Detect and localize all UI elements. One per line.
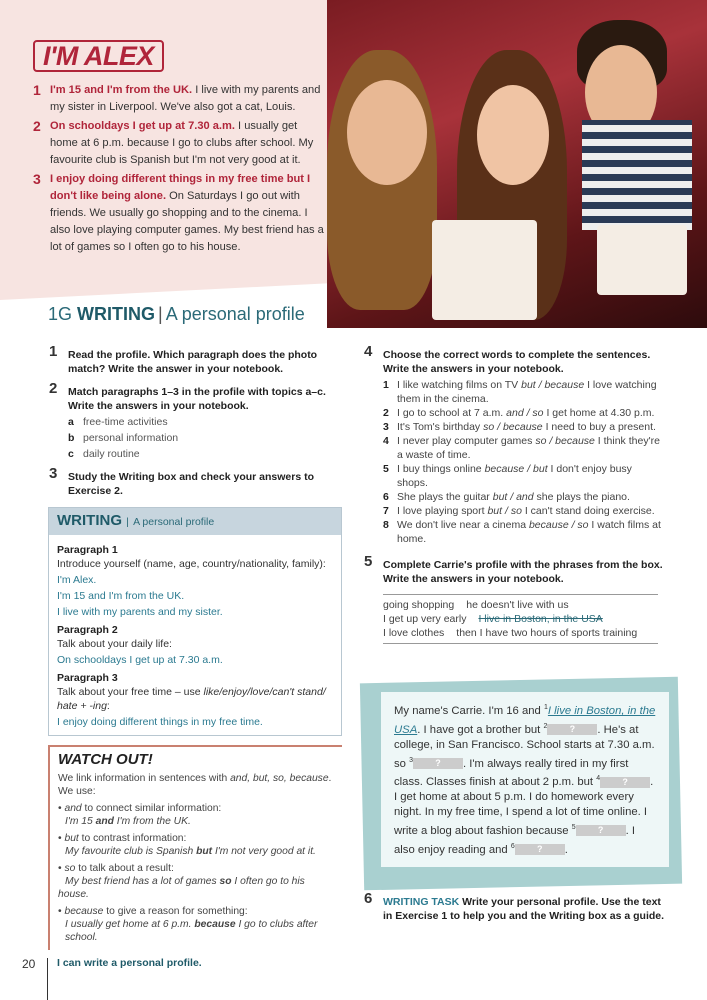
watch-out-box — [48, 745, 342, 950]
gap-number: 5 — [571, 824, 576, 832]
exercise-3 — [49, 465, 342, 498]
example-text: I'm not very good at it. — [212, 846, 316, 857]
bullet-example — [58, 876, 305, 900]
instruction-text: Write your personal profile. Use the text in Exercise 1 to help you and the Writing box as a guide. — [383, 896, 665, 922]
exercise-number: 1 — [49, 343, 58, 360]
sentence-text: I love playing sport — [397, 505, 488, 517]
exercise-number: 4 — [364, 343, 373, 360]
profile-title — [33, 40, 164, 72]
exercise-instruction: Read the profile. Which paragraph does the photo match? Write the answer in your notebook. — [68, 349, 318, 375]
sentence-text: I don't enjoy busy shops. — [397, 463, 632, 489]
desc-text: : — [106, 700, 110, 712]
answer-gap[interactable]: ? — [413, 758, 463, 769]
example-text: I'm 15 — [65, 816, 96, 827]
unit-title — [48, 304, 305, 325]
carrie-profile — [381, 692, 669, 867]
example-text: I'm from the UK. — [113, 816, 191, 827]
phrase-used: I live in Boston, in the USA — [478, 613, 603, 625]
bullet-text: to talk about a result: — [75, 863, 174, 874]
watch-out-bullet: • because to give a reason for something: I usually get home at 6 p.m. because I go to clubs after school. — [58, 905, 334, 944]
learning-goal: I can write a personal profile. — [57, 957, 202, 969]
profile-paragraph-3 — [33, 171, 325, 256]
item-text: personal information — [83, 432, 179, 444]
exercise-number: 5 — [364, 553, 373, 570]
sentence-text: I like watching films on TV — [397, 379, 522, 391]
example-answer: I live in Boston, in the USA — [394, 704, 656, 736]
bullet-text: to connect similar information: — [81, 803, 222, 814]
exercise-instruction: Complete Carrie's profile with the phrases from the box. Write the answers in your notebook. — [383, 559, 663, 585]
exercise-instruction: Match paragraphs 1–3 in the profile with topics a–c. Write the answers in your notebook. — [68, 386, 326, 412]
example-text: My best friend has a lot of games — [65, 876, 220, 887]
phrase: he doesn't live with us — [466, 599, 569, 611]
cinema-photo — [327, 0, 707, 328]
sentence-text: I go to school at 7 a.m. — [397, 407, 507, 419]
profile-text: . I also enjoy reading and — [394, 824, 636, 856]
gap-number: 3 — [409, 756, 413, 764]
paragraph-text: I live with my parents and my sister in Liverpool. We've also got a cat, Louis. — [50, 84, 321, 113]
writing-box-header — [49, 508, 341, 535]
item-letter: b — [68, 432, 75, 444]
item-number: 6 — [383, 491, 389, 503]
example-text: I'm Alex. — [57, 574, 97, 586]
right-column — [364, 343, 663, 644]
bullet-word: and — [64, 803, 82, 814]
profile-text: . — [564, 843, 568, 856]
sentence-text: I love watching them in the cinema. — [397, 379, 657, 405]
gap-number: 6 — [510, 842, 515, 850]
desc-italic: like/enjoy/love/can't stand/ hate + -ing — [57, 686, 326, 712]
profile-text: . I'm always really tired in my first class. Classes finish at about 2 p.m. but — [394, 757, 629, 789]
profile-text: . I have got a brother but — [417, 723, 544, 736]
bullet-example — [58, 918, 334, 944]
paragraph-heading: Paragraph 1 — [57, 544, 118, 556]
answer-gap[interactable]: ? — [600, 777, 650, 788]
writing-box-subtitle: A personal profile — [133, 516, 215, 528]
profile-paragraph-1 — [33, 82, 325, 116]
topic-item — [68, 415, 342, 429]
writing-task-tag: WRITING TASK — [383, 896, 460, 908]
phrase: I love clothes — [383, 627, 445, 639]
unit-topic: A personal profile — [165, 304, 305, 324]
unit-divider: | — [158, 304, 163, 324]
example-text: I enjoy doing different things in my free time. — [57, 716, 263, 728]
word-choice[interactable]: because / but — [484, 463, 548, 475]
watch-out-intro — [58, 772, 334, 798]
example-bold: so — [219, 876, 232, 887]
footer-divider — [47, 958, 48, 1000]
item-text: free-time activities — [83, 416, 168, 428]
intro-text: We link information in sentences with — [58, 773, 231, 784]
gap-number: 1 — [543, 704, 548, 711]
paragraph-description — [57, 685, 333, 713]
bullet-example — [58, 846, 316, 857]
paragraph-heading: Paragraph 2 — [57, 624, 118, 636]
watch-out-bullet: • so to talk about a result: My best friend has a lot of games so I often go to his house. — [58, 863, 305, 900]
word-choice[interactable]: so / because — [535, 435, 595, 447]
example-text: I'm 15 and I'm from the UK. — [57, 590, 185, 602]
example-text: On schooldays I get up at 7.30 a.m. — [57, 654, 223, 666]
sentence-item — [383, 406, 663, 420]
example-text: I usually get home at 6 p.m. — [65, 919, 195, 930]
word-choice[interactable]: so / because — [483, 421, 543, 433]
phrase-box — [383, 594, 658, 644]
sentence-item — [383, 434, 663, 462]
word-choice[interactable]: and / so — [506, 407, 544, 419]
example-text: I live with my parents and my sister. — [57, 606, 223, 618]
bullet-word: because — [64, 906, 104, 917]
sentence-text: We don't live near a cinema — [397, 519, 529, 531]
word-choice[interactable]: but / because — [521, 379, 585, 391]
bullet-example — [58, 816, 191, 827]
divider: | — [126, 516, 129, 528]
sentence-text: I buy things online — [397, 463, 485, 475]
sentence-item — [383, 518, 663, 546]
paragraph-description: Talk about your daily life: — [57, 638, 172, 650]
exercise-number: 2 — [49, 380, 58, 397]
sentence-text: I never play computer games — [397, 435, 536, 447]
phrase: then I have two hours of sports training — [456, 627, 638, 639]
exercise-instruction: Choose the correct words to complete the sentences. Write the answers in your notebook. — [383, 349, 651, 375]
item-number: 8 — [383, 519, 389, 531]
answer-gap[interactable]: ? — [547, 724, 597, 735]
item-text: daily routine — [83, 448, 140, 460]
item-number: 5 — [383, 463, 389, 475]
paragraph-text: I usually get home at 6 p.m. because I go to clubs after school. My favourite club is Spanish but I'm not very good at it. — [50, 120, 314, 166]
unit-code: 1G — [48, 304, 73, 324]
sentence-text: I think they're a waste of time. — [397, 435, 660, 461]
topic-item — [68, 447, 342, 461]
sentence-text: I can't stand doing exercise. — [521, 505, 655, 517]
profile-text: My name's Carrie. I'm 16 and — [394, 704, 544, 717]
topic-item — [68, 431, 342, 445]
unit-skill: WRITING — [77, 304, 156, 324]
item-number: 2 — [383, 407, 389, 419]
watch-out-title: WATCH OUT! — [58, 751, 153, 768]
sentence-item — [383, 504, 663, 518]
sentence-item — [383, 490, 663, 504]
profile-paragraph-2 — [33, 118, 325, 169]
gap-number: 2 — [543, 722, 548, 730]
item-letter: a — [68, 416, 74, 428]
bullet-text: to contrast information: — [78, 833, 187, 844]
profile-paragraphs — [33, 82, 325, 258]
sentence-text: she plays the piano. — [533, 491, 630, 503]
exercise-1 — [49, 343, 342, 376]
word-choice[interactable]: because / so — [528, 519, 589, 531]
desc-text: Talk about your free time – use — [57, 686, 204, 698]
example-text: My favourite club is Spanish — [65, 846, 197, 857]
item-number: 3 — [383, 421, 389, 433]
example-bold: but — [196, 846, 213, 857]
sentence-text: I watch films at home. — [397, 519, 661, 545]
writing-box — [48, 507, 342, 736]
bullet-text: to give a reason for something: — [103, 906, 248, 917]
paragraph-highlight: I'm 15 and I'm from the UK. — [50, 84, 193, 96]
watch-out-bullet: • and to connect similar information: I'm 15 and I'm from the UK. — [58, 803, 222, 827]
paragraph-heading: Paragraph 3 — [57, 672, 118, 684]
page-number: 20 — [22, 957, 36, 971]
exercise-5 — [364, 553, 663, 586]
answer-gap[interactable]: ? — [515, 844, 565, 855]
exercise-instruction — [383, 895, 668, 923]
profile-text: . He's at college, in San Francisco. School starts at 7.30 a.m. so — [394, 723, 655, 770]
intro-text: . We use: — [58, 773, 332, 797]
paragraph-number: 3 — [33, 171, 41, 187]
sentence-text: It's Tom's birthday — [397, 421, 484, 433]
example-text: I go to clubs after school. — [65, 919, 318, 943]
paragraph-number: 2 — [33, 118, 41, 134]
phrase: I get up very early — [383, 613, 467, 625]
paragraph-highlight: On schooldays I get up at 7.30 a.m. — [50, 120, 235, 132]
sentence-item — [383, 420, 663, 434]
paragraph-highlight: I enjoy doing different things in my free time but I don't like being alone. — [50, 173, 311, 202]
exercise-4 — [364, 343, 663, 546]
paragraph-description: Introduce yourself (name, age, country/nationality, family): — [57, 558, 326, 570]
phrase: going shopping — [383, 599, 455, 611]
intro-italic: and, but, so, because — [230, 773, 329, 784]
answer-gap[interactable]: ? — [576, 825, 626, 836]
profile-title-text: I'M ALEX — [43, 40, 154, 71]
word-choice[interactable]: but / so — [487, 505, 522, 517]
exercise-number: 6 — [364, 890, 373, 907]
watch-out-bullet: • but to contrast information: My favourite club is Spanish but I'm not very good at it. — [58, 833, 316, 857]
example-text: I often go to his house. — [58, 876, 305, 900]
bullet-word: but — [64, 833, 79, 844]
sentence-item — [383, 462, 663, 490]
paragraph-text: On Saturdays I go out with friends. We usually go shopping and to the cinema. I also love playing computer games. My best friend has a lot of games so I often go to his house. — [50, 190, 324, 253]
sentence-text: I get home at 4.30 p.m. — [543, 407, 655, 419]
writing-box-title: WRITING — [57, 512, 122, 529]
exercise-instruction: Study the Writing box and check your answers to Exercise 2. — [68, 471, 315, 497]
item-letter: c — [68, 448, 74, 460]
item-number: 1 — [383, 379, 389, 391]
profile-text: . I get home at about 5 p.m. I do homework every night. In my free time, I spend a lot of time online. I write a blog about fashion because — [394, 776, 654, 837]
gap-number: 4 — [596, 775, 601, 783]
sentence-item — [383, 378, 663, 406]
item-number: 4 — [383, 435, 389, 447]
exercise-2 — [49, 380, 342, 461]
bullet-word: so — [64, 863, 76, 874]
word-choice[interactable]: but / and — [492, 491, 534, 503]
left-column — [49, 343, 342, 950]
item-number: 7 — [383, 505, 389, 517]
paragraph-number: 1 — [33, 82, 41, 98]
example-bold: because — [194, 919, 236, 930]
exercise-number: 3 — [49, 465, 58, 482]
example-bold: and — [95, 816, 114, 827]
exercise-6 — [364, 890, 668, 923]
sentence-text: She plays the guitar — [397, 491, 493, 503]
sentence-text: I need to buy a present. — [542, 421, 656, 433]
